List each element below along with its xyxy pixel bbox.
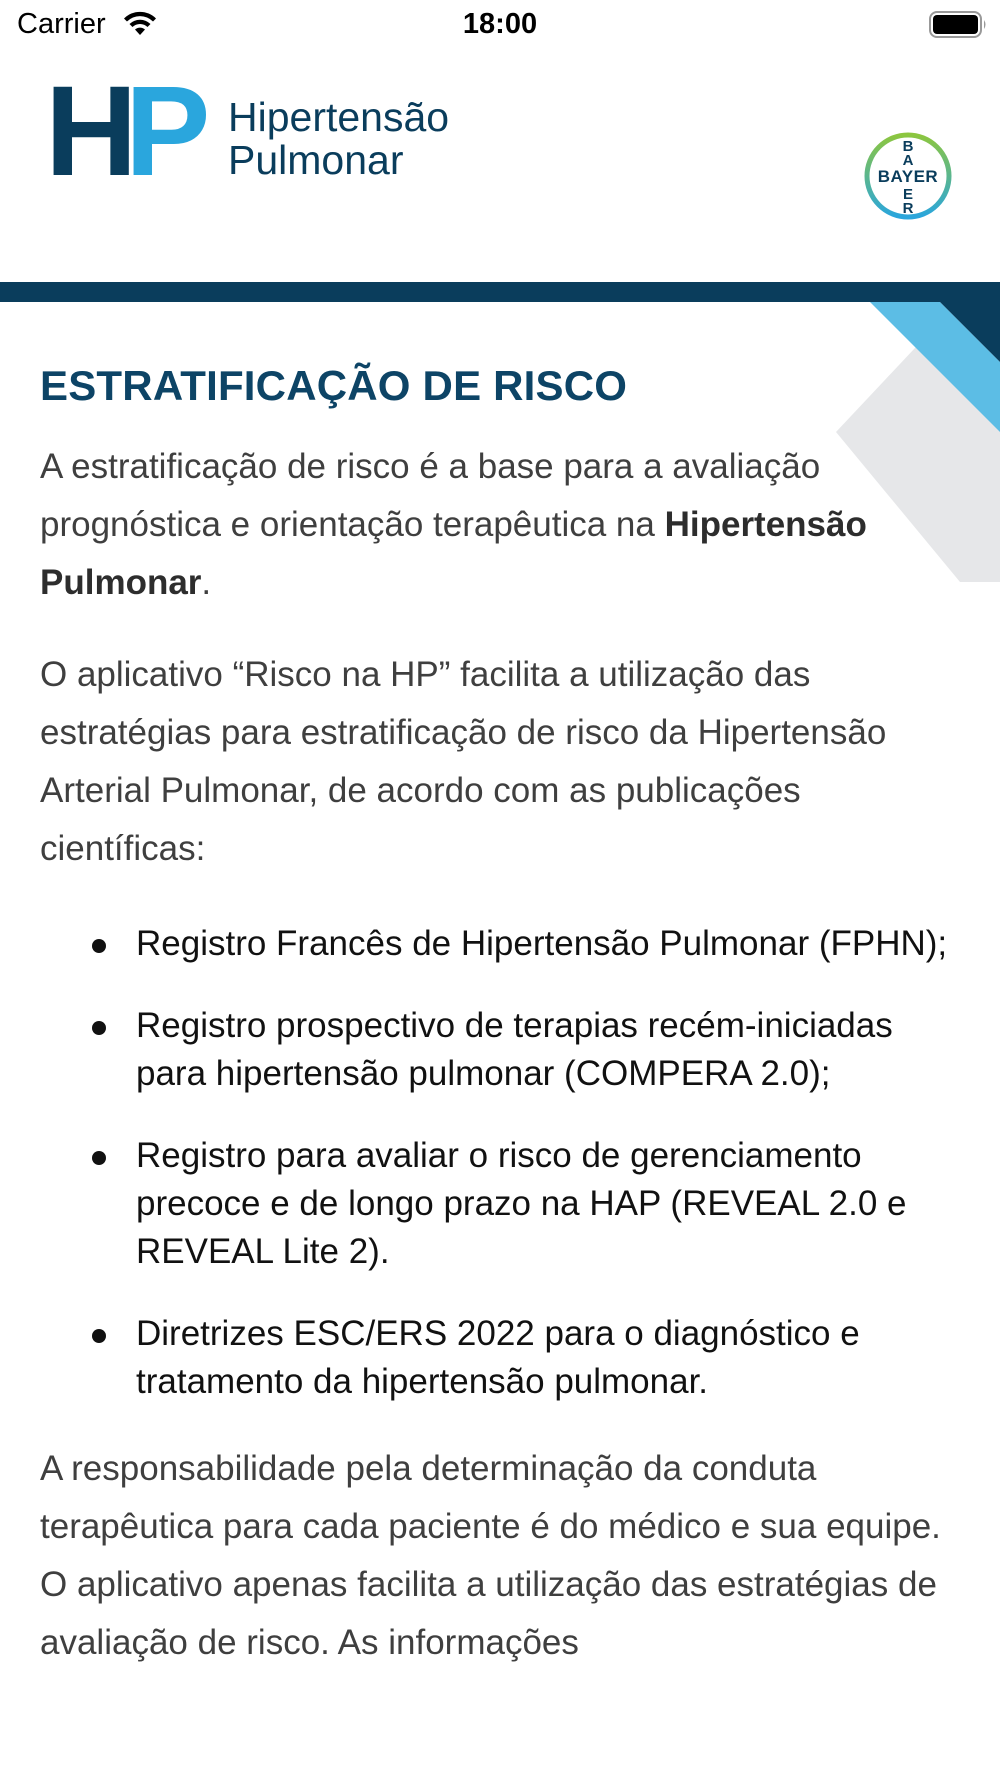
intro-paragraph bbox=[40, 438, 960, 612]
carrier-label: Carrier bbox=[17, 8, 106, 40]
hp-logo bbox=[45, 75, 475, 185]
header-band bbox=[0, 282, 1000, 302]
svg-text:BAYER: BAYER bbox=[877, 167, 939, 186]
svg-text:H: H bbox=[45, 75, 130, 185]
intro-bold: Hipertensão Pulmonar bbox=[40, 505, 867, 602]
status-bar bbox=[0, 0, 1000, 52]
main-content bbox=[40, 360, 960, 1672]
svg-text:P: P bbox=[125, 75, 211, 185]
bullet-icon bbox=[92, 939, 106, 953]
disclaimer-paragraph: A responsabilidade pela determinação da conduta terapêutica para cada paciente é do médico e sua equipe. O aplicativo apenas facilita a utilização das estratégias de avaliação de risco. As informações bbox=[40, 1449, 941, 1662]
svg-text:E: E bbox=[902, 186, 914, 203]
list-item bbox=[136, 1002, 960, 1098]
list-item bbox=[136, 920, 960, 968]
battery-icon bbox=[929, 11, 988, 38]
bullet-icon bbox=[92, 1329, 106, 1343]
logo-line1: Hipertensão bbox=[228, 94, 450, 140]
list-item bbox=[136, 1310, 960, 1406]
bullet-icon bbox=[92, 1021, 106, 1035]
app-description-paragraph: O aplicativo “Risco na HP” facilita a utilização das estratégias para estratificação de risco da Hipertensão Arterial Pulmonar, de acordo com as publicações científicas: bbox=[40, 655, 887, 868]
publications-list bbox=[40, 920, 960, 1406]
svg-text:B: B bbox=[902, 138, 914, 155]
svg-text:R: R bbox=[902, 200, 914, 217]
intro-end: . bbox=[201, 563, 212, 602]
clock: 18:00 bbox=[462, 8, 538, 40]
intro-text: A estratificação de risco é a base para a avaliação prognóstica e orientação terapêutica na bbox=[40, 447, 821, 544]
list-item bbox=[136, 1132, 960, 1276]
bayer-logo bbox=[863, 131, 953, 221]
logo-line2: Pulmonar bbox=[228, 137, 404, 183]
svg-text:A: A bbox=[902, 152, 914, 169]
list-item-text: Diretrizes ESC/ERS 2022 para o diagnóstico e tratamento da hipertensão pulmonar. bbox=[136, 1314, 860, 1401]
bullet-icon bbox=[92, 1151, 106, 1165]
list-item-text: Registro para avaliar o risco de gerenciamento precoce e de longo prazo na HAP (REVEAL 2.0 e REVEAL Lite 2). bbox=[136, 1136, 907, 1271]
list-item-text: Registro Francês de Hipertensão Pulmonar (FPHN); bbox=[136, 924, 948, 963]
list-item-text: Registro prospectivo de terapias recém-iniciadas para hipertensão pulmonar (COMPERA 2.0); bbox=[136, 1006, 893, 1093]
page-title: ESTRATIFICAÇÃO DE RISCO bbox=[40, 362, 628, 409]
